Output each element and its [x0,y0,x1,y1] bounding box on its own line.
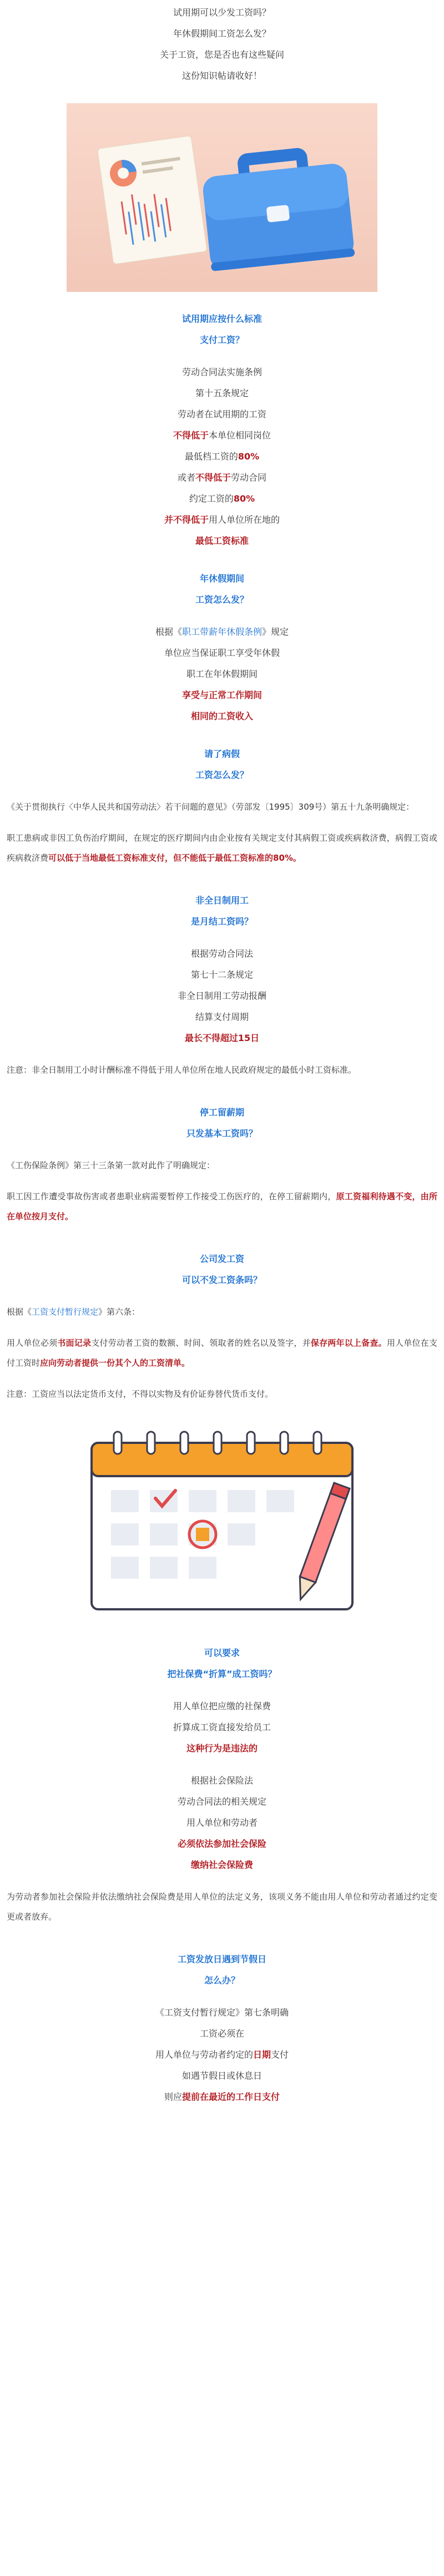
regulation-link[interactable]: 职工带薪年休假条例 [181,627,262,637]
calendar-illustration [58,1426,386,1620]
text-line [0,446,444,467]
text-line [0,622,444,643]
paragraph: 注意：工资应当以法定货币支付，不得以实物及有价证券替代货币支付。 [7,1389,274,1399]
highlight: 可以低于当地最低工资标准支付，但不能低于最低工资标准的80%。 [48,853,301,863]
text-line: 这种行为是违法的 [186,1743,258,1754]
text-line: 第十五条规定 [195,388,249,398]
text-line: 劳动者在试用期的工资 [177,409,266,420]
paragraph: 为劳动者参加社会保险并依法缴纳社会保险费是用人单位的法定义务，该项义务不能由用人单位和劳动者通过约定变更或者放弃。 [7,1892,437,1922]
text-line [0,425,444,446]
highlight: 书面记录 [57,1338,92,1348]
section-heading: 只发基本工资吗？ [186,1128,258,1139]
paragraph [0,1186,444,1226]
text-line [0,467,444,488]
text: 用人单位所在地的 [209,514,280,525]
section-pay-slip [0,1249,444,1404]
highlight: 提前在最近的工作日支付 [182,2092,280,2102]
text-line: 相同的工资收入 [190,711,253,721]
highlight: 原工资福利待遇不变，由所在单位按月支付。 [7,1191,437,1221]
text-line: 职工在年休假期间 [186,669,258,679]
section-social-insurance [0,1643,444,1927]
section-heading: 工资怎么发？ [195,770,249,780]
section-heading: 可以要求 [204,1648,240,1658]
text-line: 《工资支付暂行规定》第七条明确 [155,2007,289,2018]
section-heading: 停工留薪期 [199,1107,244,1118]
text: 本单位相同岗位 [209,430,271,441]
section-heading: 是月结工资吗？ [190,916,253,927]
section-payday-holiday [0,1949,444,2108]
text-line: 根据劳动合同法 [190,948,253,959]
text-line: 劳动合同法的相关规定 [177,1796,266,1807]
calendar-pencil-illustration [58,1426,386,1620]
section-heading: 非全日制用工 [195,895,249,906]
section-heading: 支付工资？ [199,335,244,345]
section-part-time [0,890,444,1080]
text: 则应 [164,2092,182,2102]
highlight: 不得低于 [195,472,231,483]
text-line [0,2087,444,2108]
section-heading: 年休假期间 [199,573,244,584]
hero-illustration [67,103,377,292]
text-line [0,2044,444,2065]
text: 职工因工作遭受事故伤害或者患职业病需要暂停工作接受工伤医疗的，在停工留薪期内， [7,1191,336,1201]
paragraph [0,1302,444,1322]
section-heading: 怎么办？ [204,1975,240,1986]
highlight: 保存两年以上备查。 [310,1338,387,1348]
text: 约定工资的 [189,493,234,504]
text-line: 单位应当保证职工享受年休假 [164,648,280,658]
text-line: 缴纳社会保险费 [190,1860,253,1870]
highlight: 并不得低于 [164,514,209,525]
text-line [0,488,444,509]
text-line: 必须依法参加社会保险 [177,1838,266,1849]
text-line: 非全日制用工劳动报酬 [177,991,266,1001]
paragraph: 《工伤保险条例》第三十三条第一款对此作了明确规定： [7,1160,215,1170]
highlight: 日期 [253,2049,271,2060]
section-work-injury [0,1102,444,1226]
highlight: 80% [233,493,255,504]
intro-line: 关于工资，您是否也有这些疑问 [159,49,284,60]
highlight: 不得低于 [173,430,209,441]
text: 用人单位必须 [7,1338,58,1348]
text-line: 享受与正常工作期间 [181,690,262,700]
section-heading: 工资怎么发？ [195,594,249,605]
text-line: 用人单位把应缴的社保费 [173,1701,271,1711]
text: 最低档工资的 [184,451,238,462]
text: 》第六条： [98,1307,140,1317]
intro-line: 年休假期间工资怎么发？ [173,28,271,39]
text: 用人单位与劳动者约定的 [155,2049,253,2060]
section-sick-leave [0,744,444,868]
text-line [0,509,444,531]
paragraph: 注意：非全日制用工小时计酬标准不得低于用人单位所在地人民政府规定的最低小时工资标准。 [7,1065,357,1075]
section-heading: 可以不发工资条吗？ [181,1275,262,1285]
text: 根据《 [155,627,182,637]
paragraph [0,828,444,868]
section-heading: 请了病假 [204,749,240,759]
text-line: 结算支付周期 [195,1012,249,1022]
section-heading: 工资发放日遇到节假日 [177,1954,266,1964]
text: 劳动合同 [231,472,267,483]
text: 支付劳动者工资的数额、时间、领取者的姓名以及签字，并 [91,1338,311,1348]
highlight: 80% [238,451,260,462]
text: 职工患病或非因工负伤治疗期间，在规定的医疗期间内由企业按有关规定支付其病假工资或疾病救济费，病假工资或疾病救济费 [7,833,437,863]
intro [0,0,444,87]
intro-line: 试用期可以少发工资吗？ [173,7,271,18]
paragraph [0,1333,444,1373]
section-heading: 试用期应按什么标准 [181,314,262,324]
section-probation-pay [0,309,444,552]
section-annual-leave [0,568,444,727]
text: 支付 [271,2049,289,2060]
text: 用人单位在支付工资时 [7,1338,437,1368]
section-heading: 把社保费“折算”成工资吗？ [167,1669,277,1679]
text-line: 第七十二条规定 [190,969,253,980]
text-line: 工资必须在 [199,2028,244,2039]
section-heading: 公司发工资 [199,1254,244,1264]
text: 》规定 [262,627,289,637]
paragraph: 《关于贯彻执行〈中华人民共和国劳动法〉若干问题的意见》（劳部发〔1995〕309号）第五十九条明确规定： [7,802,415,812]
regulation-link[interactable]: 工资支付暂行规定 [32,1307,99,1317]
text-line: 最长不得超过15日 [184,1033,260,1043]
highlight: 应向劳动者提供一份其个人的工资清单。 [40,1358,190,1368]
text-line: 最低工资标准 [195,536,249,546]
text-line: 根据社会保险法 [190,1775,253,1786]
text-line: 用人单位和劳动者 [186,1817,258,1828]
text: 或者 [177,472,195,483]
text-line: 劳动合同法实施条例 [181,367,262,377]
text-line: 如遇节假日或休息日 [181,2070,262,2081]
intro-line: 这份知识帖请收好！ [181,70,262,81]
briefcase-document-illustration [67,103,377,292]
text: 根据《 [7,1307,32,1317]
text-line: 折算成工资直接发给员工 [173,1722,271,1733]
